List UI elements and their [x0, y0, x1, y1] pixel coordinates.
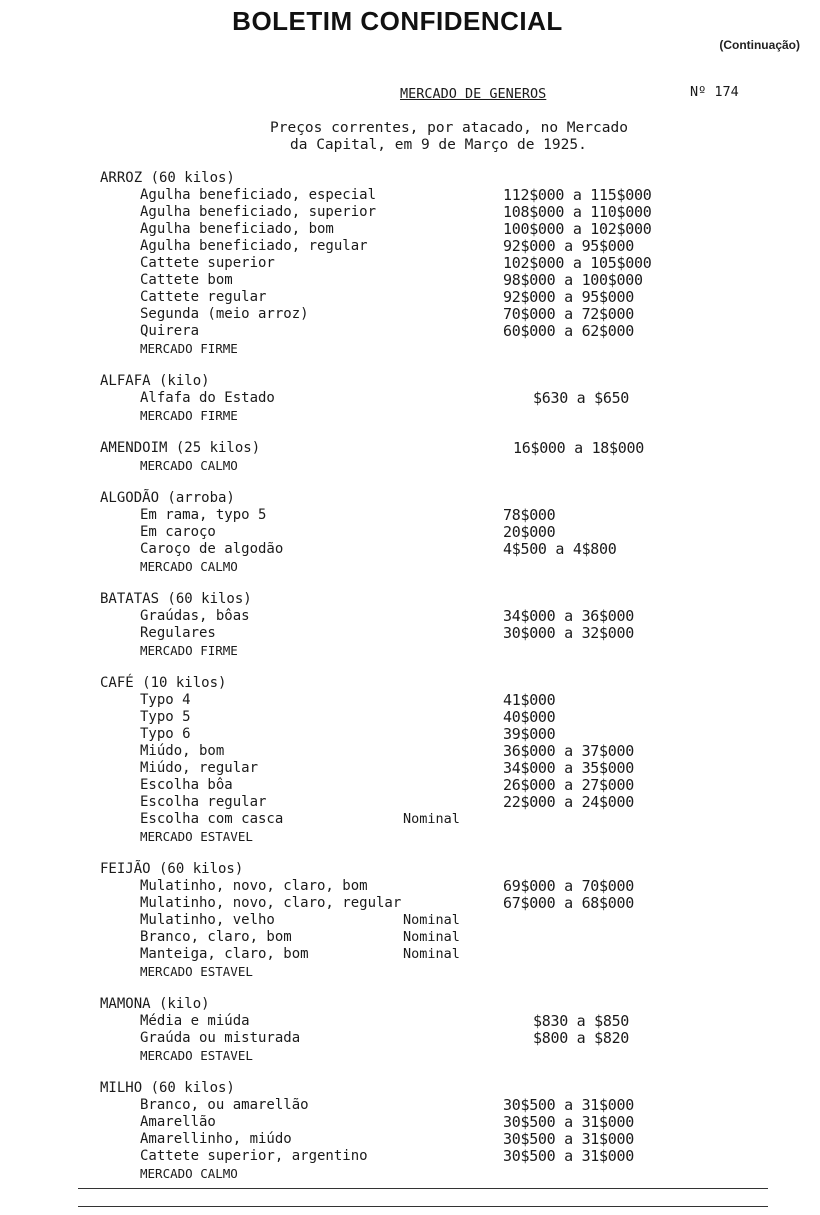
list-item — [100, 1131, 780, 1148]
item-name: Manteiga, claro, bom — [140, 946, 309, 962]
list-item — [100, 692, 780, 709]
item-price: 102$000 a 105$000 — [503, 254, 652, 272]
item-name: Escolha com casca — [140, 811, 284, 827]
item-name: Regulares — [140, 625, 216, 641]
market-status — [100, 558, 780, 575]
list-item — [100, 238, 780, 255]
category-price: 16$000 a 18$000 — [513, 439, 644, 457]
market-status-label: MERCADO ESTAVEL — [140, 964, 253, 979]
category-header — [100, 490, 780, 507]
item-price: 41$000 — [503, 691, 556, 709]
item-name: Agulha beneficiado, superior — [140, 204, 377, 220]
item-price: 112$000 a 115$000 — [503, 186, 652, 204]
item-name: Typo 5 — [140, 709, 191, 725]
list-item — [100, 323, 780, 340]
item-price: 78$000 — [503, 506, 556, 524]
item-name: Mulatinho, novo, claro, bom — [140, 878, 368, 894]
item-price: 108$000 a 110$000 — [503, 203, 652, 221]
item-price: 69$000 a 70$000 — [503, 877, 634, 895]
list-item — [100, 306, 780, 323]
category-block — [100, 1080, 780, 1182]
document-number: Nº 174 — [690, 84, 739, 100]
item-price: 39$000 — [503, 725, 556, 743]
item-price: 70$000 a 72$000 — [503, 305, 634, 323]
category-header — [100, 996, 780, 1013]
item-name: Miúdo, bom — [140, 743, 225, 759]
market-status — [100, 1165, 780, 1182]
item-nominal: Nominal — [403, 811, 460, 827]
category-title: BATATAS (60 kilos) — [100, 591, 252, 607]
item-name: Agulha beneficiado, especial — [140, 187, 377, 203]
item-name: Escolha regular — [140, 794, 267, 810]
category-header — [100, 1080, 780, 1097]
market-status — [100, 457, 780, 474]
item-name: Cattete superior — [140, 255, 275, 271]
item-price: 30$000 a 32$000 — [503, 624, 634, 642]
category-title: ALGODÃO (arroba) — [100, 490, 235, 506]
list-item — [100, 390, 780, 407]
item-price: 98$000 a 100$000 — [503, 271, 643, 289]
item-price: 67$000 a 68$000 — [503, 894, 634, 912]
list-item — [100, 895, 780, 912]
intro-line-1: Preços correntes, por atacado, no Mercado — [270, 120, 628, 136]
list-item — [100, 204, 780, 221]
item-name: Amarellinho, miúdo — [140, 1131, 292, 1147]
market-status — [100, 1047, 780, 1064]
item-name: Miúdo, regular — [140, 760, 259, 776]
bulletin-title: BOLETIM CONFIDENCIAL — [232, 6, 563, 36]
item-price: 34$000 a 35$000 — [503, 759, 634, 777]
category-title: FEIJÃO (60 kilos) — [100, 861, 244, 877]
category-title: ARROZ (60 kilos) — [100, 170, 235, 186]
category-header — [100, 440, 780, 457]
category-block — [100, 440, 780, 474]
list-item — [100, 777, 780, 794]
item-name: Agulha beneficiado, bom — [140, 221, 334, 237]
intro-text — [270, 120, 628, 154]
item-price: 26$000 a 27$000 — [503, 776, 634, 794]
list-item — [100, 946, 780, 963]
price-list — [100, 170, 780, 1198]
bottom-rule — [78, 1188, 768, 1189]
category-title: AMENDOIM (25 kilos) — [100, 440, 261, 456]
list-item — [100, 811, 780, 828]
market-status-label: MERCADO FIRME — [140, 341, 238, 356]
category-title: MAMONA (kilo) — [100, 996, 210, 1012]
category-block — [100, 170, 780, 357]
market-status-label: MERCADO FIRME — [140, 408, 238, 423]
list-item — [100, 878, 780, 895]
item-price: 30$500 a 31$000 — [503, 1113, 634, 1131]
item-name: Typo 4 — [140, 692, 191, 708]
item-name: Em caroço — [140, 524, 216, 540]
item-price: 30$500 a 31$000 — [503, 1147, 634, 1165]
list-item — [100, 1030, 780, 1047]
list-item — [100, 743, 780, 760]
category-block — [100, 591, 780, 659]
list-item — [100, 794, 780, 811]
list-item — [100, 289, 780, 306]
market-status — [100, 340, 780, 357]
item-price: 92$000 a 95$000 — [503, 237, 634, 255]
item-name: Mulatinho, velho — [140, 912, 275, 928]
item-price: 4$500 a 4$800 — [503, 540, 617, 558]
item-name: Quirera — [140, 323, 200, 339]
list-item — [100, 608, 780, 625]
category-title: ALFAFA (kilo) — [100, 373, 210, 389]
category-header — [100, 373, 780, 390]
list-item — [100, 625, 780, 642]
item-nominal: Nominal — [403, 929, 460, 945]
item-price: $630 a $650 — [533, 389, 630, 407]
list-item — [100, 272, 780, 289]
list-item — [100, 507, 780, 524]
category-block — [100, 675, 780, 845]
section-title: MERCADO DE GENEROS — [400, 86, 547, 102]
continuation-label: (Continuação) — [719, 38, 800, 52]
list-item — [100, 912, 780, 929]
list-item — [100, 760, 780, 777]
item-name: Cattete bom — [140, 272, 233, 288]
list-item — [100, 255, 780, 272]
category-header — [100, 591, 780, 608]
category-block — [100, 996, 780, 1064]
market-status-label: MERCADO CALMO — [140, 458, 238, 473]
list-item — [100, 1097, 780, 1114]
item-name: Branco, claro, bom — [140, 929, 292, 945]
item-name: Alfafa do Estado — [140, 390, 275, 406]
category-header — [100, 861, 780, 878]
item-name: Cattete superior, argentino — [140, 1148, 368, 1164]
item-name: Graúda ou misturada — [140, 1030, 301, 1046]
item-name: Caroço de algodão — [140, 541, 284, 557]
item-price: 30$500 a 31$000 — [503, 1096, 634, 1114]
market-status-label: MERCADO FIRME — [140, 643, 238, 658]
market-status-label: MERCADO CALMO — [140, 559, 238, 574]
item-name: Typo 6 — [140, 726, 191, 742]
item-price: 100$000 a 102$000 — [503, 220, 652, 238]
category-header — [100, 675, 780, 692]
item-price: 22$000 a 24$000 — [503, 793, 634, 811]
list-item — [100, 1013, 780, 1030]
item-price: 34$000 a 36$000 — [503, 607, 634, 625]
item-name: Agulha beneficiado, regular — [140, 238, 368, 254]
list-item — [100, 541, 780, 558]
item-name: Média e miúda — [140, 1013, 250, 1029]
item-name: Escolha bôa — [140, 777, 233, 793]
list-item — [100, 221, 780, 238]
list-item — [100, 709, 780, 726]
item-name: Graúdas, bôas — [140, 608, 250, 624]
item-price: $800 a $820 — [533, 1029, 630, 1047]
list-item — [100, 1148, 780, 1165]
market-status — [100, 963, 780, 980]
item-name: Amarellão — [140, 1114, 216, 1130]
category-block — [100, 861, 780, 980]
bottom-rule — [78, 1206, 768, 1207]
list-item — [100, 1114, 780, 1131]
list-item — [100, 726, 780, 743]
item-name: Cattete regular — [140, 289, 267, 305]
market-status — [100, 828, 780, 845]
item-price: 30$500 a 31$000 — [503, 1130, 634, 1148]
category-block — [100, 490, 780, 575]
item-price: 40$000 — [503, 708, 556, 726]
item-name: Mulatinho, novo, claro, regular — [140, 895, 402, 911]
market-status — [100, 407, 780, 424]
item-price: 36$000 a 37$000 — [503, 742, 634, 760]
category-block — [100, 373, 780, 424]
category-header — [100, 170, 780, 187]
market-status-label: MERCADO CALMO — [140, 1166, 238, 1181]
list-item — [100, 187, 780, 204]
market-status-label: MERCADO ESTAVEL — [140, 1048, 253, 1063]
market-status-label: MERCADO ESTAVEL — [140, 829, 253, 844]
item-price: 92$000 a 95$000 — [503, 288, 634, 306]
list-item — [100, 929, 780, 946]
item-name: Branco, ou amarellão — [140, 1097, 309, 1113]
item-name: Em rama, typo 5 — [140, 507, 267, 523]
category-title: MILHO (60 kilos) — [100, 1080, 235, 1096]
item-nominal: Nominal — [403, 946, 460, 962]
category-title: CAFÉ (10 kilos) — [100, 675, 227, 691]
intro-line-2: da Capital, em 9 de Março de 1925. — [290, 137, 587, 153]
item-price: 60$000 a 62$000 — [503, 322, 634, 340]
item-name: Segunda (meio arroz) — [140, 306, 309, 322]
item-price: $830 a $850 — [533, 1012, 630, 1030]
item-price: 20$000 — [503, 523, 556, 541]
list-item — [100, 524, 780, 541]
market-status — [100, 642, 780, 659]
item-nominal: Nominal — [403, 912, 460, 928]
